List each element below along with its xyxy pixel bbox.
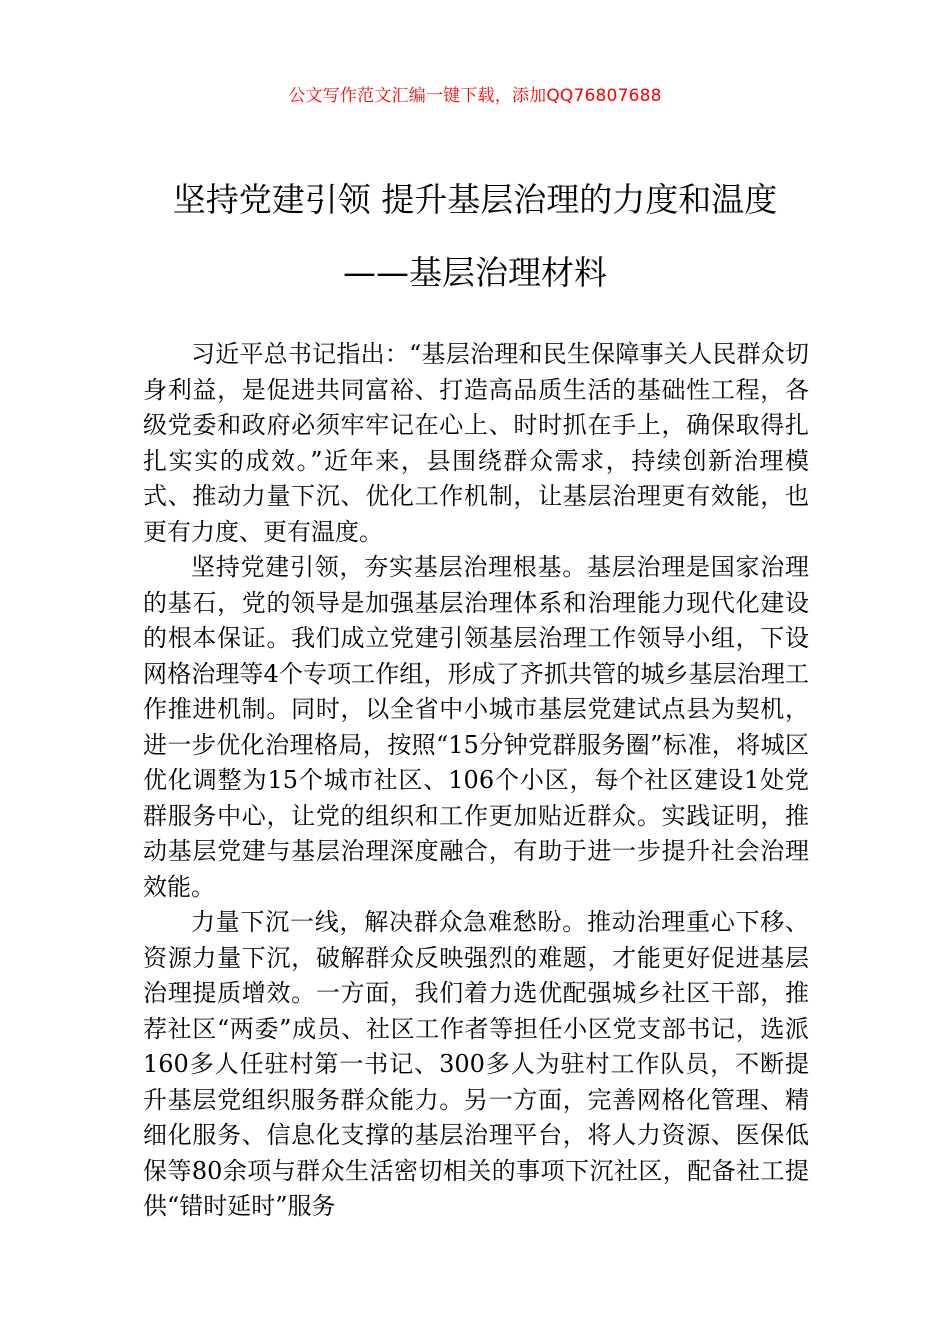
paragraph: 坚持党建引领，夯实基层治理根基。基层治理是国家治理的基石，党的领导是加强基层治理体系和治理能力现代化建设的根本保证。我们成立党建引领基层治理工作领导小组，下设网格治理等4个专项工作组，形成了齐抓共管的城乡基层治理工作推进机制。同时，以全省中小城市基层党建试点县为契机，进一步优化治理格局，按照“15分钟党群服务圈”标准，将城区优化调整为15个城市社区、106个小区，每个社区建设1处党群服务中心，让党的组织和工作更加贴近群众。实践证明，推动基层党建与基层治理深度融合，有助于进一步提升社会治理效能。 — [143, 553, 809, 901]
document-subtitle: ——基层治理材料 — [343, 253, 607, 292]
paragraph: 习近平总书记指出：“基层治理和民生保障事关人民群众切身利益，是促进共同富裕、打造高品质生活的基础性工程，各级党委和政府必须牢牢记在心上、时时抓在手上，确保取得扎扎实实的成效。”近年来，县围绕群众需求，持续创新治理模式、推动力量下沉、优化工作机制，让基层治理更有效能，也更有力度、更有温度。 — [143, 340, 809, 546]
document-title: 坚持党建引领 提升基层治理的力度和温度 — [172, 180, 778, 219]
header-note: 公文写作范文汇编一键下载，添加QQ76807688 — [288, 86, 662, 106]
paragraph: 力量下沉一线，解决群众急难愁盼。推动治理重心下移、资源力量下沉，破解群众反映强烈的难题，才能更好促进基层治理提质增效。一方面，我们着力选优配强城乡社区干部，推荐社区“两委”成员、社区工作者等担任小区党支部书记，选派160多人任驻村第一书记、300多人为驻村工作队员，不断提升基层党组织服务群众能力。另一方面，完善网格化管理、精细化服务、信息化支撑的基层治理平台，将人力资源、医保低保等80余项与群众生活密切相关的事项下沉社区，配备社工提供“错时延时”服务 — [143, 908, 809, 1220]
document-body — [143, 337, 809, 1225]
